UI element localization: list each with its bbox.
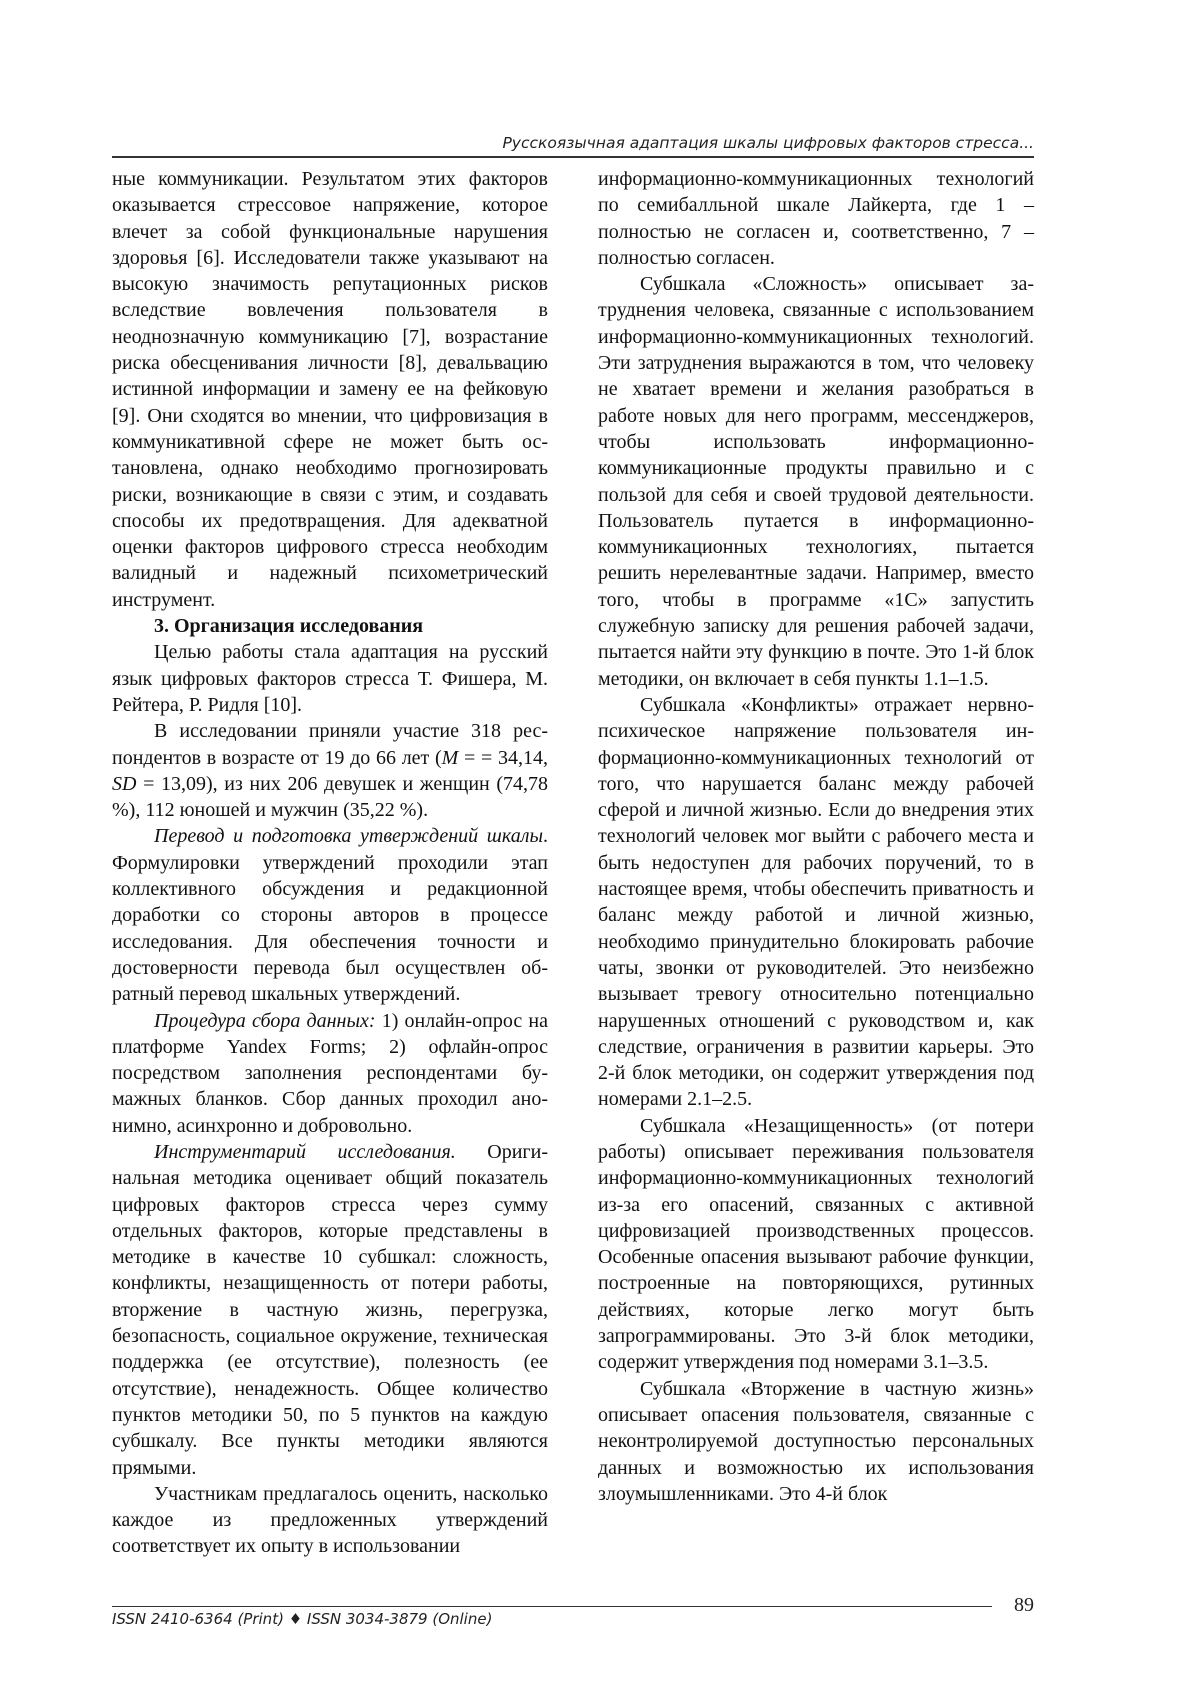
paragraph-translation [112, 823, 548, 1007]
paragraph: Целью работы стала адаптация на русский язык цифровых факторов стресса Т. Фишера, М. Рейтера, Р. Ридля [10]. [112, 641, 548, 716]
mean-symbol: M [441, 746, 459, 769]
text-span: В исследовании приняли участие 318 респондентов в возрасте от 19 до 66 лет ( [112, 720, 548, 769]
page-number: 89 [1014, 1594, 1034, 1616]
text-span: = = 34,14, [458, 746, 549, 769]
paragraph: информационно-коммуникационных технологий по семибалльной шкале Лайкерта, где 1 – полностью не согласен и, соответственно, 7 – полностью согласен. [598, 168, 1034, 269]
paragraph-instrument [112, 1139, 548, 1481]
run-in-heading: Перевод и подготовка утверждений шкалы [154, 825, 543, 848]
paragraph-insecurity: Субшкала «Незащищенность» (от потери работы) описывает переживания пользователя информационно-коммуникационных технологий из-за его опасений, связанных с активной цифровизацией производственных процессов. Особенные опасения вызывают рабочие функции, построенные на повторяющихся, рутинных действиях, которые легко могут быть запрограммированы. Это 3-й блок методики, содержит утверждения под номерами 3.1–3.5. [598, 1114, 1034, 1374]
paragraph-sample [112, 718, 548, 823]
text-span: Оригинальная методика оценивает общий показатель цифровых факторов стресса через сумму отдельных факторов, которые представлены в методике в качестве 10 субшкал: сложность, конфликты, незащищенность от потери работы, вторжение в частную жизнь, перегрузка, безопасность, социальное окружение, техническая поддержка (ее отсутствие), полезность (ее отсутствие), ненадежность. Общее количество пунктов методики 50, по 5 пунктов на каждую субшкалу. Все пункты методики являются прямыми. [112, 1140, 548, 1479]
paragraph-complexity: Субшкала «Сложность» описывает затруднения человека, связанные с использованием информационно-коммуникационных технологий. Эти затруднения выражаются в том, что человеку не хватает времени и желания разобраться в работе новых для него программ, мессенджеров, чтобы использовать информационно-коммуникационные продукты правильно и с пользой для себя и своей трудовой деятельности. Пользователь путается в информационно-коммуникационных технологиях, пытается решить нерелевантные задачи. Например, вместо того, чтобы в программе «1С» запустить служебную записку для решения рабочей задачи, пытается найти эту функцию в почте. Это 1-й блок методики, он включает в себя пункты 1.1–1.5. [598, 273, 1034, 690]
section-heading: 3. Организация исследования [154, 615, 424, 638]
paragraph-invasion: Субшкала «Вторжение в частную жизнь» описывает опасения пользователя, связанные с неконтролируемой доступностью персональных данных и возможностью их использования злоумышленниками. Это 4-й блок [598, 1377, 1034, 1505]
footer-issn: ISSN 2410-6364 (Print) ♦ ISSN 3034-3879 (Online) [112, 1610, 493, 1628]
paragraph-procedure [112, 1008, 548, 1139]
footer-rule [112, 1606, 992, 1607]
running-header: Русскоязычная адаптация шкалы цифровых факторов стресса... [502, 134, 1034, 152]
run-in-heading: Процедура сбора данных: [154, 1009, 376, 1032]
paragraph-conflicts: Субшкала «Конфликты» отражает нервно-психическое напряжение пользователя информационно-коммуникационных технологий от того, что нарушается баланс между рабочей сферой и личной жизнью. Если до внедрения этих технологий человек мог выйти с рабочего места и быть недоступен для рабочих поручений, то в настоящее время, чтобы обеспечить приватность и баланс между работой и личной жизнью, необходимо принудительно блокировать рабочие чаты, звонки от руководителей. Это неизбежно вызывает тревогу относительно потенциально нарушенных отношений с руководством и, как следствие, ограничения в развитии карьеры. Это 2-й блок методики, он содержит утверждения под номерами 2.1–2.5. [598, 693, 1034, 1111]
right-column [598, 166, 1034, 1507]
text-span: . Формулировки утверждений проходили этап коллективного обсуждения и редакционной доработки со стороны авторов в процессе исследования. Для обеспечения точности и достоверности перевода был осуществлен обратный перевод шкальных утверждений. [112, 825, 548, 1006]
left-column [112, 166, 548, 1560]
text-span: = 13,09), из них 206 девушек и женщин (74,78 %), 112 юношей и мужчин (35,22 %). [112, 772, 548, 822]
header-rule [112, 156, 1034, 158]
text-span: 1) онлайн-опрос на платформе Yandex Forms; 2) офлайн-опрос посредством заполнения респондентами бумажных бланков. Сбор данных проходил анонимно, асинхронно и добровольно. [112, 1009, 548, 1137]
paragraph: Участникам предлагалось оценить, насколько каждое из предложенных утверждений соответствует их опыту в использовании [112, 1482, 548, 1558]
paragraph: ные коммуникации. Результатом этих факторов оказывается стрессовое напряжение, которое влечет за собой функциональные нарушения здоровья [6]. Исследователи также указывают на высокую значимость репутационных рисков вследствие вовлечения пользователя в неоднозначную коммуникацию [7], возрастание риска обесценивания личности [8], девальвацию истинной информации и замену ее на фейковую [9]. Они сходятся во мнении, что цифровизация в коммуникативной сфере не может быть остановлена, однако необходимо прогнозировать риски, возникающие в связи с этим, и создавать способы их предотвращения. Для адекватной оценки факторов цифрового стресса необходим валидный и надежный психометрический инструмент. [112, 168, 548, 611]
run-in-heading: Инструментарий исследования. [154, 1140, 456, 1163]
sd-symbol: SD [112, 772, 137, 795]
